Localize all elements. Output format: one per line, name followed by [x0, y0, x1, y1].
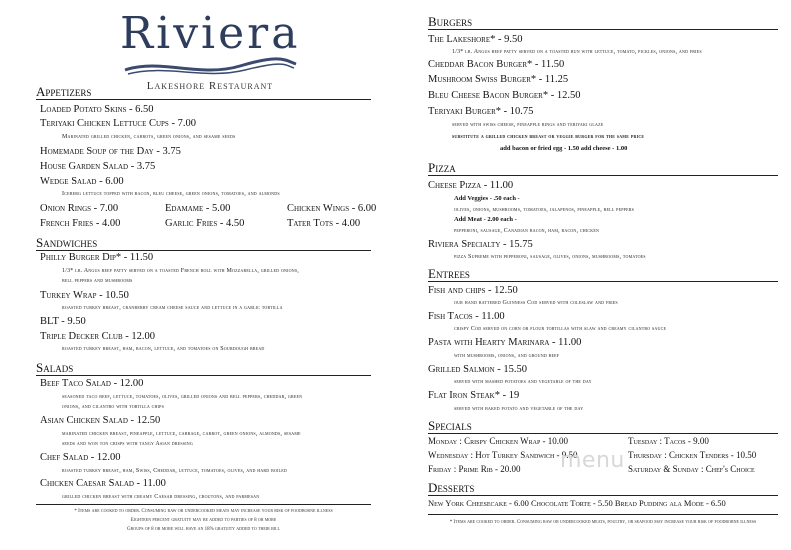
item-description: marinated chicken breast, pineapple, lettuce, cabbage, carrot, green onions, almonds, sesame [62, 431, 301, 437]
divider [36, 504, 371, 505]
footnote: * Items are cooked to order. Consuming raw or undercooked meats may increase your risk of foodborne illness [74, 509, 333, 514]
entrees-heading: Entrees [428, 266, 470, 281]
divider [36, 250, 371, 251]
menu-item: Pasta with Hearty Marinara - 11.00 [428, 337, 582, 348]
menu-item: Cheese Pizza - 11.00 [428, 180, 514, 191]
menu-item: Turkey Wrap - 10.50 [40, 290, 129, 301]
item-description: 1/3* lb. Angus beef patty served on a toasted French roll with Mozzarella, grilled onions, [62, 268, 299, 274]
footnote: Eighteen percent gratuity may be added to parties of 8 or more [130, 518, 277, 523]
divider [428, 175, 778, 176]
burger-addons: add bacon or fried egg - 1.50 add cheese - 1.00 [500, 145, 628, 152]
item-description: roasted turkey breast, ham, bacon, lettuce, and tomatoes on Sourdough bread [62, 346, 265, 352]
menu-item: Teriyaki Burger* - 10.75 [428, 106, 534, 117]
divider [428, 433, 778, 434]
special-item: Saturday & Sunday : Chef's Choice [628, 464, 755, 474]
salads-heading: Salads [36, 360, 74, 375]
menu-item: Riviera Specialty - 15.75 [428, 239, 533, 250]
menu-item: Wedge Salad - 6.00 [40, 176, 124, 187]
pizza-heading: Pizza [428, 160, 456, 175]
menu-item: French Fries - 4.00 [40, 218, 121, 229]
item-description: roasted turkey breast, cranberry cream cheese sauce and lettuce in a garlic tortilla [62, 305, 283, 311]
divider [428, 514, 778, 515]
desserts-heading: Desserts [428, 480, 475, 495]
footnote: Groups of 8 or more will have an 18% gratuity added to their bill [127, 527, 280, 532]
menu-item: Garlic Fries - 4.50 [165, 218, 245, 229]
item-description: olives, onions, mushrooms, tomatoes, jalapenos, pineapple, bell peppers [454, 207, 635, 213]
menu-item: House Garden Salad - 3.75 [40, 161, 156, 172]
menu-item: Chicken Wings - 6.00 [287, 203, 377, 214]
dessert-items: New York Cheesecake - 6.00 Chocolate Torte - 5.50 Bread Pudding ala Mode - 6.50 [428, 498, 726, 508]
item-description: served with baked potato and vegetable of the day [454, 406, 584, 412]
item-description: seeds and won ton crisps with tangy Asian dressing [62, 441, 193, 447]
menu-item: Chef Salad - 12.00 [40, 452, 121, 463]
item-description: 1/3* lb. Angus beef patty served on a toasted bun with lettuce, tomato, pickles, onions, and fries [452, 49, 702, 55]
menu-item: Teriyaki Chicken Lettuce Cups - 7.00 [40, 118, 196, 129]
wave-logo-icon [120, 56, 300, 78]
footnote: * Items are cooked to order. Consuming raw or undercooked meats, poultry, or seafood may increase your risk of foodborne illness [449, 520, 757, 525]
menu-item: Flat Iron Steak* - 19 [428, 390, 520, 401]
item-description: Marinated grilled chicken, carrots, green onions, and sesame seeds [62, 134, 236, 140]
item-description: onions, and cilantro with tortilla chips [62, 404, 165, 410]
item-description: served with swiss cheese, pineapple rings and teriyaki glaze [452, 122, 604, 128]
menu-item: Loaded Potato Skins - 6.50 [40, 104, 154, 115]
special-item: Monday : Crispy Chicken Wrap - 10.00 [428, 436, 569, 446]
menu-item: Tater Tots - 4.00 [287, 218, 361, 229]
menu-item: Edamame - 5.00 [165, 203, 231, 214]
menu-item: Mushroom Swiss Burger* - 11.25 [428, 74, 569, 85]
menu-item: BLT - 9.50 [40, 316, 86, 327]
special-item: Thursday : Chicken Tenders - 10.50 [628, 450, 757, 460]
pizza-addon: Add Meat - 2.00 each - [454, 216, 517, 223]
special-item: Tuesday : Tacos - 9.00 [628, 436, 709, 446]
brand-subtitle: Lakeshore Restaurant [146, 80, 274, 92]
menu-item: Cheddar Bacon Burger* - 11.50 [428, 59, 565, 70]
appetizers-heading: Appetizers [36, 84, 92, 99]
item-description: roasted turkey breast, ham, Swiss, Cheddar, lettuce, tomatoes, olives, and hard boiled [62, 468, 287, 474]
pizza-addon: Add Veggies - .50 each - [454, 195, 520, 202]
menu-item: Bleu Cheese Bacon Burger* - 12.50 [428, 90, 581, 101]
restaurant-logo [120, 8, 301, 92]
item-description: seasoned taco beef, lettuce, tomatoes, olives, grilled onions and bell peppers, cheddar, green [62, 394, 303, 400]
specials-heading: Specials [428, 418, 472, 433]
brand-name: Riviera [120, 8, 301, 59]
menu-item: Fish and chips - 12.50 [428, 285, 518, 296]
item-description: Iceberg lettuce topped with bacon, bleu cheese, green onions, tomatoes, and almonds [62, 191, 280, 197]
divider [428, 281, 778, 282]
item-description: crispy Cod served on corn or flour tortillas with slaw and creamy cilantro sauce [454, 326, 667, 332]
item-description: pizza Supreme with pepperoni, sausage, olives, onions, mushrooms, tomatoes [454, 254, 646, 260]
menu-item: Homemade Soup of the Day - 3.75 [40, 146, 181, 157]
menu-item: Grilled Salmon - 15.50 [428, 364, 527, 375]
menu-item: Philly Burger Dip* - 11.50 [40, 252, 154, 263]
divider [428, 495, 778, 496]
menu-item: Onion Rings - 7.00 [40, 203, 119, 214]
divider [428, 29, 778, 30]
menu-item: Fish Tacos - 11.00 [428, 311, 505, 322]
menu-item: Triple Decker Club - 12.00 [40, 331, 156, 342]
divider [36, 375, 371, 376]
special-item: Friday : Prime Rib - 20.00 [428, 464, 521, 474]
burgers-heading: Burgers [428, 14, 473, 29]
item-description: with mushrooms, onions, and ground beef [454, 353, 560, 359]
item-description: grilled chicken breast with creamy Caesar dressing, croutons, and parmesan [62, 494, 260, 500]
burger-note: substitute a grilled chicken breast or veggie burger for the same price [452, 134, 645, 140]
menu-item: Chicken Caesar Salad - 11.00 [40, 478, 166, 489]
item-description: bell peppers and mushrooms [62, 278, 133, 284]
divider [36, 99, 371, 100]
special-item: Wednesday : Hot Turkey Sandwich - 9.50 [428, 450, 578, 460]
watermark: menu [560, 448, 625, 473]
item-description: served with mashed potatoes and vegetable of the day [454, 379, 592, 385]
item-description: our hand battered Guinness Cod served with coleslaw and fries [454, 300, 618, 306]
menu-item: The Lakeshore* - 9.50 [428, 34, 523, 45]
menu-item: Asian Chicken Salad - 12.50 [40, 415, 161, 426]
sandwiches-heading: Sandwiches [36, 235, 98, 250]
menu-item: Beef Taco Salad - 12.00 [40, 378, 144, 389]
item-description: pepperoni, sausage, Canadian bacon, ham, bacon, chicken [454, 228, 600, 234]
